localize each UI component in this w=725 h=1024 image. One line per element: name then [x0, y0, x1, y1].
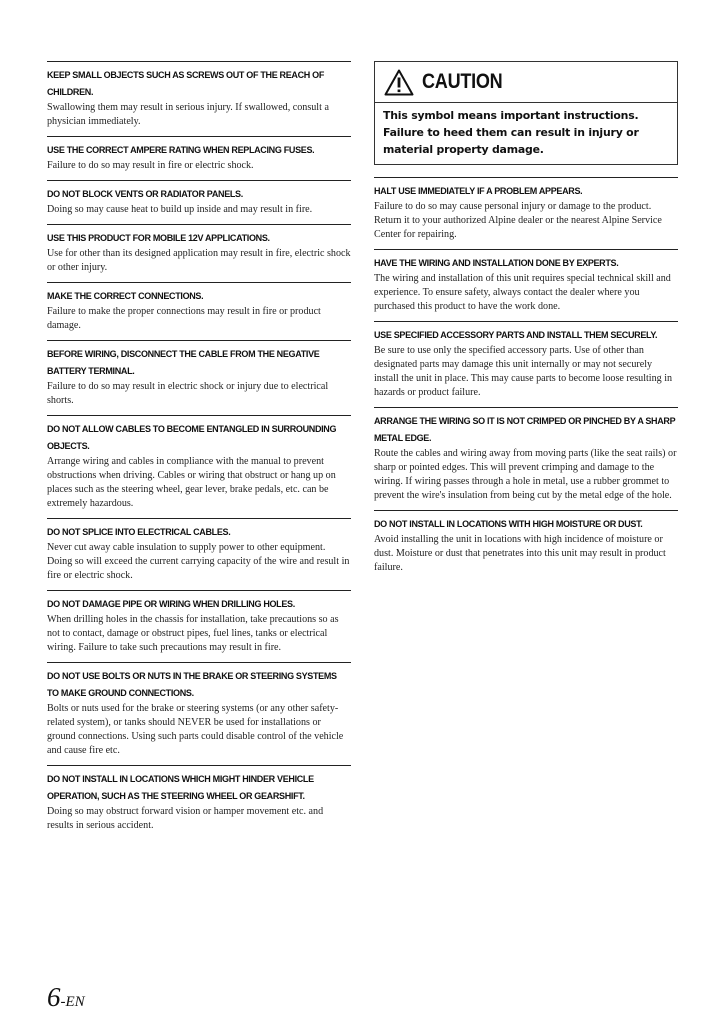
- warning-section: [47, 61, 351, 129]
- warning-section: [47, 765, 351, 833]
- section-heading: USE THE CORRECT AMPERE RATING WHEN REPLACING FUSES.: [47, 145, 315, 156]
- right-column: [374, 61, 678, 582]
- section-heading: DO NOT INSTALL IN LOCATIONS WHICH MIGHT HINDER VEHICLE OPERATION, SUCH AS THE STEERING WHEEL OR GEARSHIFT.: [47, 774, 314, 802]
- section-heading: USE SPECIFIED ACCESSORY PARTS AND INSTALL THEM SECURELY.: [374, 330, 658, 341]
- section-heading: HALT USE IMMEDIATELY IF A PROBLEM APPEARS.: [374, 186, 583, 197]
- section-heading: HAVE THE WIRING AND INSTALLATION DONE BY EXPERTS.: [374, 258, 619, 269]
- section-body: Arrange wiring and cables in compliance with the manual to prevent obstructions when driving. Cables or wiring that obstruct or hang up on places such as the steering wheel, gear lever, brake pedals, etc. can be extremely hazardous.: [47, 456, 336, 509]
- warning-section: [47, 518, 351, 583]
- section-body: Failure to do so may cause personal injury or damage to the product. Return it to your authorized Alpine dealer or the nearest Alpine Service Center for repairing.: [374, 201, 662, 240]
- section-body: Failure to do so may result in fire or electric shock.: [47, 160, 254, 171]
- section-body: Avoid installing the unit in locations with high incidence of moisture or dust. Moisture or dust that penetrates into this unit may result in product failure.: [374, 534, 666, 573]
- section-heading: MAKE THE CORRECT CONNECTIONS.: [47, 291, 204, 302]
- caution-section: [374, 510, 678, 575]
- caution-section: [374, 177, 678, 242]
- section-body: Failure to make the proper connections may result in fire or product damage.: [47, 306, 321, 331]
- section-body: Doing so may obstruct forward vision or hamper movement etc. and results in serious accident.: [47, 806, 324, 831]
- section-heading: DO NOT SPLICE INTO ELECTRICAL CABLES.: [47, 527, 231, 538]
- section-body: Doing so may cause heat to build up inside and may result in fire.: [47, 204, 313, 215]
- caution-section: [374, 321, 678, 400]
- warning-section: [47, 282, 351, 333]
- warning-section: [47, 415, 351, 511]
- section-body: Route the cables and wiring away from moving parts (like the seat rails) or sharp or pointed edges. This will prevent crimping and damage to the wiring. If wiring passes through a hole in metal, use a rubber grommet to prevent the wire's insulation from being cut by the metal edge of the hole.: [374, 448, 677, 501]
- section-heading: BEFORE WIRING, DISCONNECT THE CABLE FROM THE NEGATIVE BATTERY TERMINAL.: [47, 349, 320, 377]
- caution-section: [374, 249, 678, 314]
- warning-section: [47, 590, 351, 655]
- caution-text: This symbol means important instructions. Failure to heed them can result in injury or material property damage.: [383, 109, 639, 156]
- section-body: Bolts or nuts used for the brake or steering systems (or any other safety-related system), or tanks should NEVER be used for installations or ground connections. Using such parts could disable control of the vehicle and cause fire etc.: [47, 703, 344, 756]
- section-heading: DO NOT DAMAGE PIPE OR WIRING WHEN DRILLING HOLES.: [47, 599, 295, 610]
- warning-section: [47, 180, 351, 217]
- section-body: Swallowing them may result in serious injury. If swallowed, consult a physician immediately.: [47, 102, 329, 127]
- section-body: Failure to do so may result in electric shock or injury due to electrical shorts.: [47, 381, 329, 406]
- section-body: Never cut away cable insulation to supply power to other equipment. Doing so will exceed the current carrying capacity of the wire and result in fire or electric shock.: [47, 542, 350, 581]
- section-heading: DO NOT ALLOW CABLES TO BECOME ENTANGLED IN SURROUNDING OBJECTS.: [47, 424, 337, 452]
- warning-triangle-icon: [384, 69, 414, 96]
- section-heading: ARRANGE THE WIRING SO IT IS NOT CRIMPED OR PINCHED BY A SHARP METAL EDGE.: [374, 416, 676, 444]
- section-heading: DO NOT BLOCK VENTS OR RADIATOR PANELS.: [47, 189, 243, 200]
- warning-section: [47, 662, 351, 758]
- warning-section: [47, 136, 351, 173]
- section-body: The wiring and installation of this unit requires special technical skill and experience. To ensure safety, always contact the dealer where you purchased this product to have the work done.: [374, 273, 671, 312]
- caution-header: [375, 62, 677, 103]
- warning-section: [47, 224, 351, 275]
- section-body: When drilling holes in the chassis for installation, take precautions so as not to contact, damage or obstruct pipes, fuel lines, tanks or electrical wiring. Failure to take such precautions may result in fire.: [47, 614, 339, 653]
- warning-section: [47, 340, 351, 408]
- section-body: Use for other than its designed application may result in fire, electric shock or other injury.: [47, 248, 351, 273]
- section-heading: KEEP SMALL OBJECTS SUCH AS SCREWS OUT OF THE REACH OF CHILDREN.: [47, 70, 325, 98]
- caution-section: [374, 407, 678, 503]
- left-column: [47, 61, 351, 840]
- section-heading: DO NOT USE BOLTS OR NUTS IN THE BRAKE OR STEERING SYSTEMS TO MAKE GROUND CONNECTIONS.: [47, 671, 337, 699]
- page-number: [47, 982, 85, 1013]
- page-number-suffix: -EN: [60, 994, 85, 1010]
- section-body: Be sure to use only the specified accessory parts. Use of other than designated parts may damage this unit internally or may not securely install the unit in place. This may cause parts to become loose resulting in hazards or product failure.: [374, 345, 673, 398]
- caution-box: [374, 61, 678, 165]
- section-heading: DO NOT INSTALL IN LOCATIONS WITH HIGH MOISTURE OR DUST.: [374, 519, 643, 530]
- page-number-digit: 6: [47, 982, 61, 1012]
- section-heading: USE THIS PRODUCT FOR MOBILE 12V APPLICATIONS.: [47, 233, 270, 244]
- caution-title: CAUTION: [422, 70, 503, 93]
